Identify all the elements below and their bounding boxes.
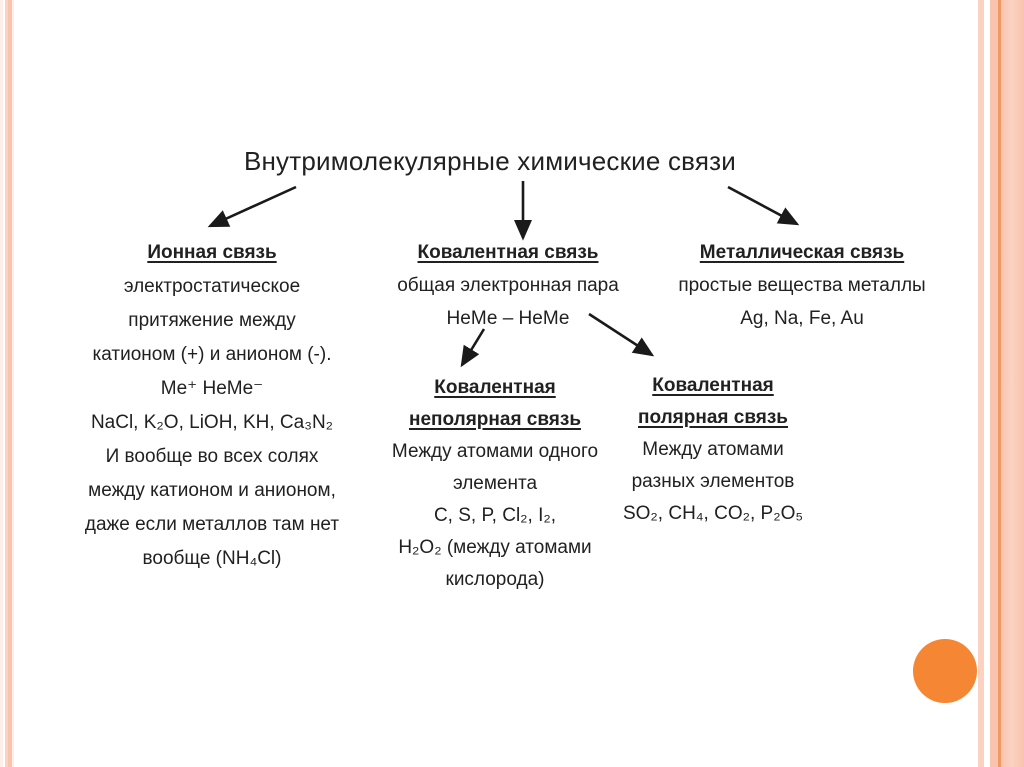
- covalent-text-line: общая электронная пара: [397, 275, 619, 296]
- metallic-examples: Ag, Na, Fe, Au: [740, 308, 864, 329]
- ionic-examples: NaCl, K₂O, LiOH, KH, Ca₃N₂: [90, 412, 334, 433]
- nonpolar-heading-line2: неполярная связь: [408, 409, 582, 430]
- decorative-orange-circle: [913, 639, 977, 703]
- left-accent-stripe: [0, 0, 14, 767]
- polar-text-line: разных элементов: [631, 471, 795, 492]
- ionic-text-line: между катионом и анионом,: [88, 480, 336, 501]
- ionic-text-line: вообще (NH₄Cl): [142, 548, 282, 569]
- ionic-formula: Me⁺ HeMe⁻: [160, 378, 264, 399]
- covalent-formula: НеМе – НеМе: [446, 308, 570, 329]
- nonpolar-text-line: элемента: [452, 473, 538, 494]
- ionic-text-line: притяжение между: [128, 310, 296, 331]
- node-covalent-bond: [374, 236, 642, 335]
- polar-heading-line2: полярная связь: [638, 407, 788, 428]
- slide-title: Внутримолекулярные химические связи: [243, 146, 737, 176]
- ionic-text-line: катионом (+) и анионом (-).: [92, 344, 332, 365]
- nonpolar-examples: C, S, P, Cl₂, I₂,: [433, 505, 557, 526]
- polar-heading-line1: Ковалентная: [652, 375, 774, 396]
- nonpolar-text-line: H₂O₂ (между атомами: [398, 537, 592, 558]
- node-covalent-nonpolar-bond: [370, 372, 620, 596]
- metallic-text-line: простые вещества металлы: [678, 275, 926, 296]
- node-metallic-bond: [652, 236, 952, 335]
- ionic-heading: Ионная связь: [147, 242, 277, 263]
- arrow-title-to-metallic: [728, 187, 797, 224]
- nonpolar-heading-line1: Ковалентная: [434, 377, 556, 398]
- polar-text-line: Между атомами: [642, 439, 784, 460]
- ionic-text-line: даже если металлов там нет: [84, 514, 340, 535]
- right-accent-stripe-band: [990, 0, 1024, 767]
- nonpolar-text-line: Между атомами одного: [391, 441, 599, 462]
- arrow-title-to-ionic: [210, 187, 296, 226]
- ionic-text-line: И вообще во всех солях: [105, 446, 319, 467]
- right-accent-stripe-thin: [978, 0, 984, 767]
- covalent-heading: Ковалентная связь: [417, 242, 599, 263]
- node-ionic-bond: [52, 236, 372, 576]
- nonpolar-text-line: кислорода): [445, 569, 545, 590]
- polar-examples: SO₂, CH₄, CO₂, P₂O₅: [622, 503, 804, 524]
- node-covalent-polar-bond: [592, 370, 834, 530]
- ionic-text-line: электростатическое: [123, 276, 301, 297]
- metallic-heading: Металлическая связь: [699, 242, 905, 263]
